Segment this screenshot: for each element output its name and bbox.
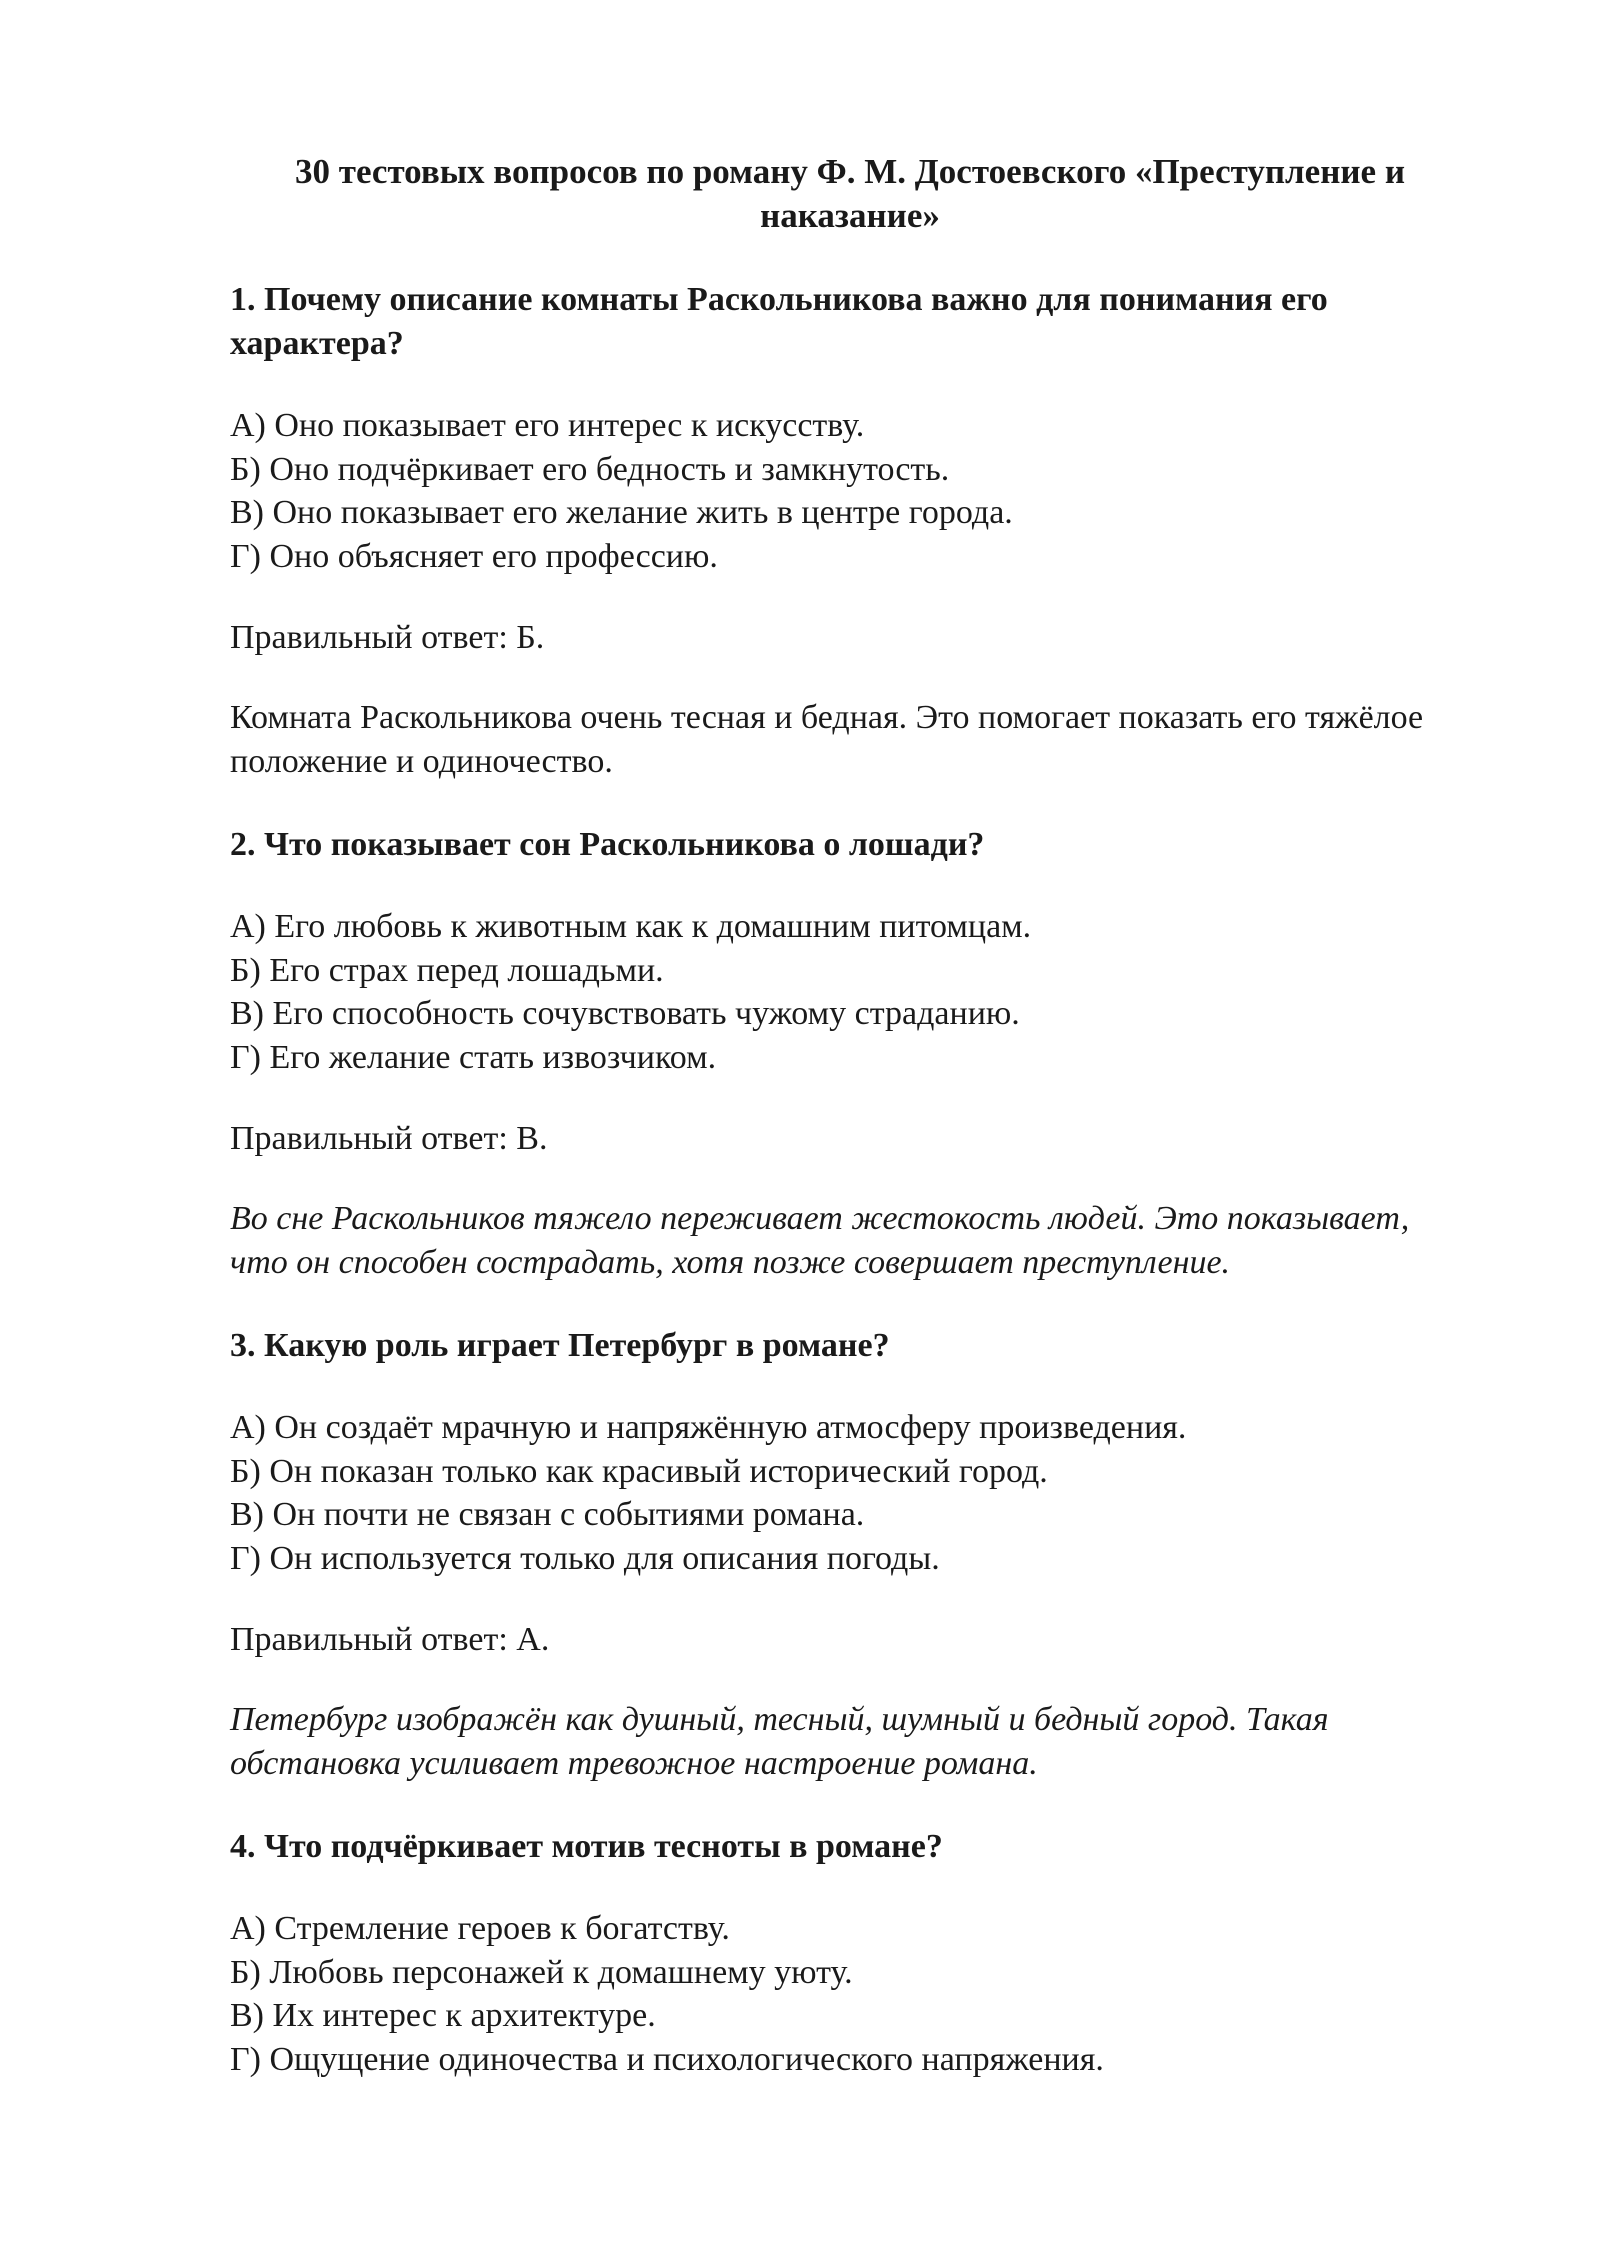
option-b: Б) Его страх перед лошадьми. — [230, 951, 664, 989]
document-title: 30 тестовых вопросов по роману Ф. М. Достоевского «Преступление и наказание» — [295, 152, 1405, 235]
answer-options — [230, 905, 1470, 1079]
option-g: Г) Он используется только для описания погоды. — [230, 1539, 940, 1577]
question-4 — [230, 1825, 1470, 2081]
answer-options — [230, 1907, 1470, 2081]
explanation: Во сне Раскольников тяжело переживает жестокость людей. Это показывает, что он способен сострадать, хотя позже совершает преступление. — [230, 1200, 1410, 1281]
explanation: Петербург изображён как душный, тесный, шумный и бедный город. Такая обстановка усиливает тревожное настроение романа. — [230, 1701, 1329, 1782]
option-b: Б) Он показан только как красивый исторический город. — [230, 1452, 1048, 1490]
correct-answer: Правильный ответ: А. — [230, 1621, 550, 1658]
question-2 — [230, 823, 1470, 1284]
option-g: Г) Ощущение одиночества и психологического напряжения. — [230, 2040, 1104, 2078]
question-text: 1. Почему описание комнаты Раскольникова важно для понимания его характера? — [230, 281, 1328, 362]
option-a: А) Он создаёт мрачную и напряжённую атмосферу произведения. — [230, 1409, 1187, 1446]
question-text: 3. Какую роль играет Петербург в романе? — [230, 1327, 890, 1364]
option-v: В) Их интерес к архитектуре. — [230, 1997, 656, 2034]
answer-options — [230, 1406, 1470, 1580]
question-3 — [230, 1324, 1470, 1785]
question-text: 2. Что показывает сон Раскольникова о лошади? — [230, 826, 985, 863]
option-a: А) Стремление героев к богатству. — [230, 1910, 730, 1947]
question-1 — [230, 278, 1470, 783]
option-v: В) Он почти не связан с событиями романа. — [230, 1496, 865, 1533]
correct-answer: Правильный ответ: В. — [230, 1120, 548, 1157]
option-v: В) Оно показывает его желание жить в центре города. — [230, 494, 1013, 531]
option-v: В) Его способность сочувствовать чужому страданию. — [230, 995, 1020, 1032]
option-b: Б) Любовь персонажей к домашнему уюту. — [230, 1953, 853, 1991]
option-a: А) Его любовь к животным как к домашним питомцам. — [230, 908, 1032, 945]
document-page — [230, 150, 1470, 2119]
correct-answer: Правильный ответ: Б. — [230, 619, 545, 656]
option-a: А) Оно показывает его интерес к искусству. — [230, 407, 865, 444]
option-g: Г) Оно объясняет его профессию. — [230, 537, 718, 575]
answer-options — [230, 404, 1470, 578]
option-g: Г) Его желание стать извозчиком. — [230, 1038, 717, 1076]
question-text: 4. Что подчёркивает мотив тесноты в романе? — [230, 1828, 943, 1865]
option-b: Б) Оно подчёркивает его бедность и замкнутость. — [230, 450, 950, 488]
explanation: Комната Раскольникова очень тесная и бедная. Это помогает показать его тяжёлое положение и одиночество. — [230, 699, 1424, 780]
